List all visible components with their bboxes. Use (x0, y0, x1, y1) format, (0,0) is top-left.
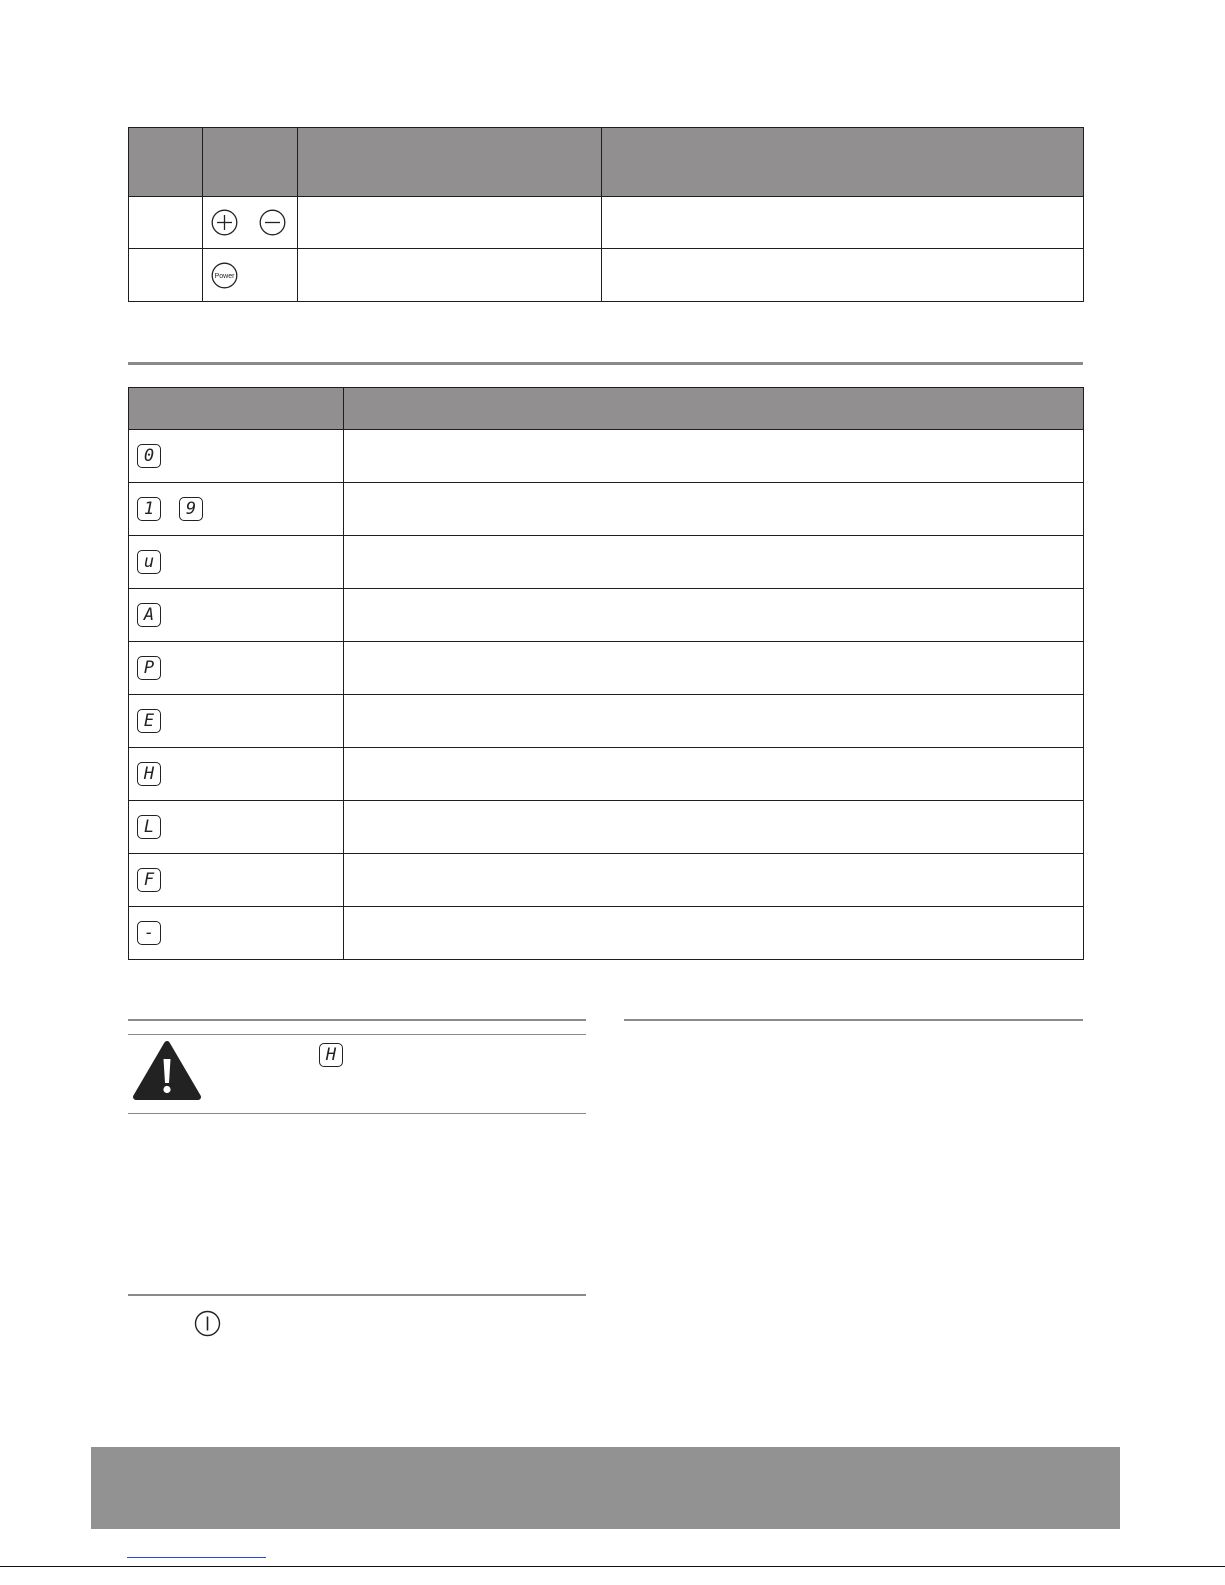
display-code: L (137, 815, 161, 839)
section-divider (128, 362, 1083, 365)
table-cell (203, 249, 298, 302)
controls-table-header (129, 128, 1084, 197)
display-code: H (319, 1043, 343, 1067)
power-symbol-icon (194, 1310, 221, 1337)
table-cell (344, 642, 1084, 695)
footer-band (91, 1447, 1120, 1529)
display-code: u (137, 550, 161, 574)
table-cell (129, 642, 344, 695)
table-row (129, 536, 1084, 589)
table-cell (344, 589, 1084, 642)
warning-section-top-rule (128, 1019, 586, 1021)
table-cell (602, 197, 1084, 249)
warning-triangle-icon (132, 1040, 202, 1102)
table-cell (129, 483, 344, 536)
warning-box-top-rule (128, 1034, 586, 1035)
warning-box-bottom-rule (128, 1113, 586, 1114)
table-row (129, 801, 1084, 854)
display-codes-table (128, 387, 1084, 960)
right-column-rule (624, 1019, 1083, 1021)
table-row (129, 249, 1084, 302)
power-button-icon (211, 262, 238, 289)
page-bottom-line (0, 1566, 1225, 1567)
table-row (129, 854, 1084, 907)
minus-circle-icon (259, 209, 286, 236)
table-cell (344, 854, 1084, 907)
table-row (129, 748, 1084, 801)
table-cell (298, 249, 602, 302)
table-cell (129, 695, 344, 748)
table-cell (129, 748, 344, 801)
header-cell (344, 388, 1084, 430)
table-cell (344, 430, 1084, 483)
table-cell (344, 695, 1084, 748)
display-code: 1 (137, 497, 161, 521)
power-button-label: Power (214, 272, 235, 280)
header-cell (203, 128, 298, 197)
display-code: 0 (137, 444, 161, 468)
plus-circle-icon (211, 209, 238, 236)
table-cell (129, 907, 344, 960)
power-section-rule (128, 1294, 586, 1296)
table-cell (129, 249, 203, 302)
display-code: E (137, 709, 161, 733)
table-cell (203, 197, 298, 249)
table-row (129, 589, 1084, 642)
table-cell (344, 907, 1084, 960)
display-table-header (129, 388, 1084, 430)
header-cell (298, 128, 602, 197)
table-row (129, 642, 1084, 695)
display-code: H (137, 762, 161, 786)
display-code: F (137, 868, 161, 892)
table-cell (344, 748, 1084, 801)
table-cell (129, 854, 344, 907)
table-cell (298, 197, 602, 249)
table-cell (129, 589, 344, 642)
table-cell (129, 801, 344, 854)
table-row (129, 695, 1084, 748)
table-cell (344, 801, 1084, 854)
table-row (129, 907, 1084, 960)
table-row (129, 430, 1084, 483)
table-row (129, 483, 1084, 536)
display-code: 9 (179, 497, 203, 521)
table-cell (129, 197, 203, 249)
table-cell (602, 249, 1084, 302)
display-code: A (137, 603, 161, 627)
display-code: - (137, 921, 161, 945)
table-cell (129, 430, 344, 483)
controls-table (128, 127, 1084, 302)
table-cell (344, 536, 1084, 589)
display-code: P (137, 656, 161, 680)
header-cell (129, 128, 203, 197)
header-cell (602, 128, 1084, 197)
header-cell (129, 388, 344, 430)
table-row (129, 197, 1084, 249)
table-cell (344, 483, 1084, 536)
table-cell (129, 536, 344, 589)
link-underline[interactable] (127, 1557, 266, 1558)
